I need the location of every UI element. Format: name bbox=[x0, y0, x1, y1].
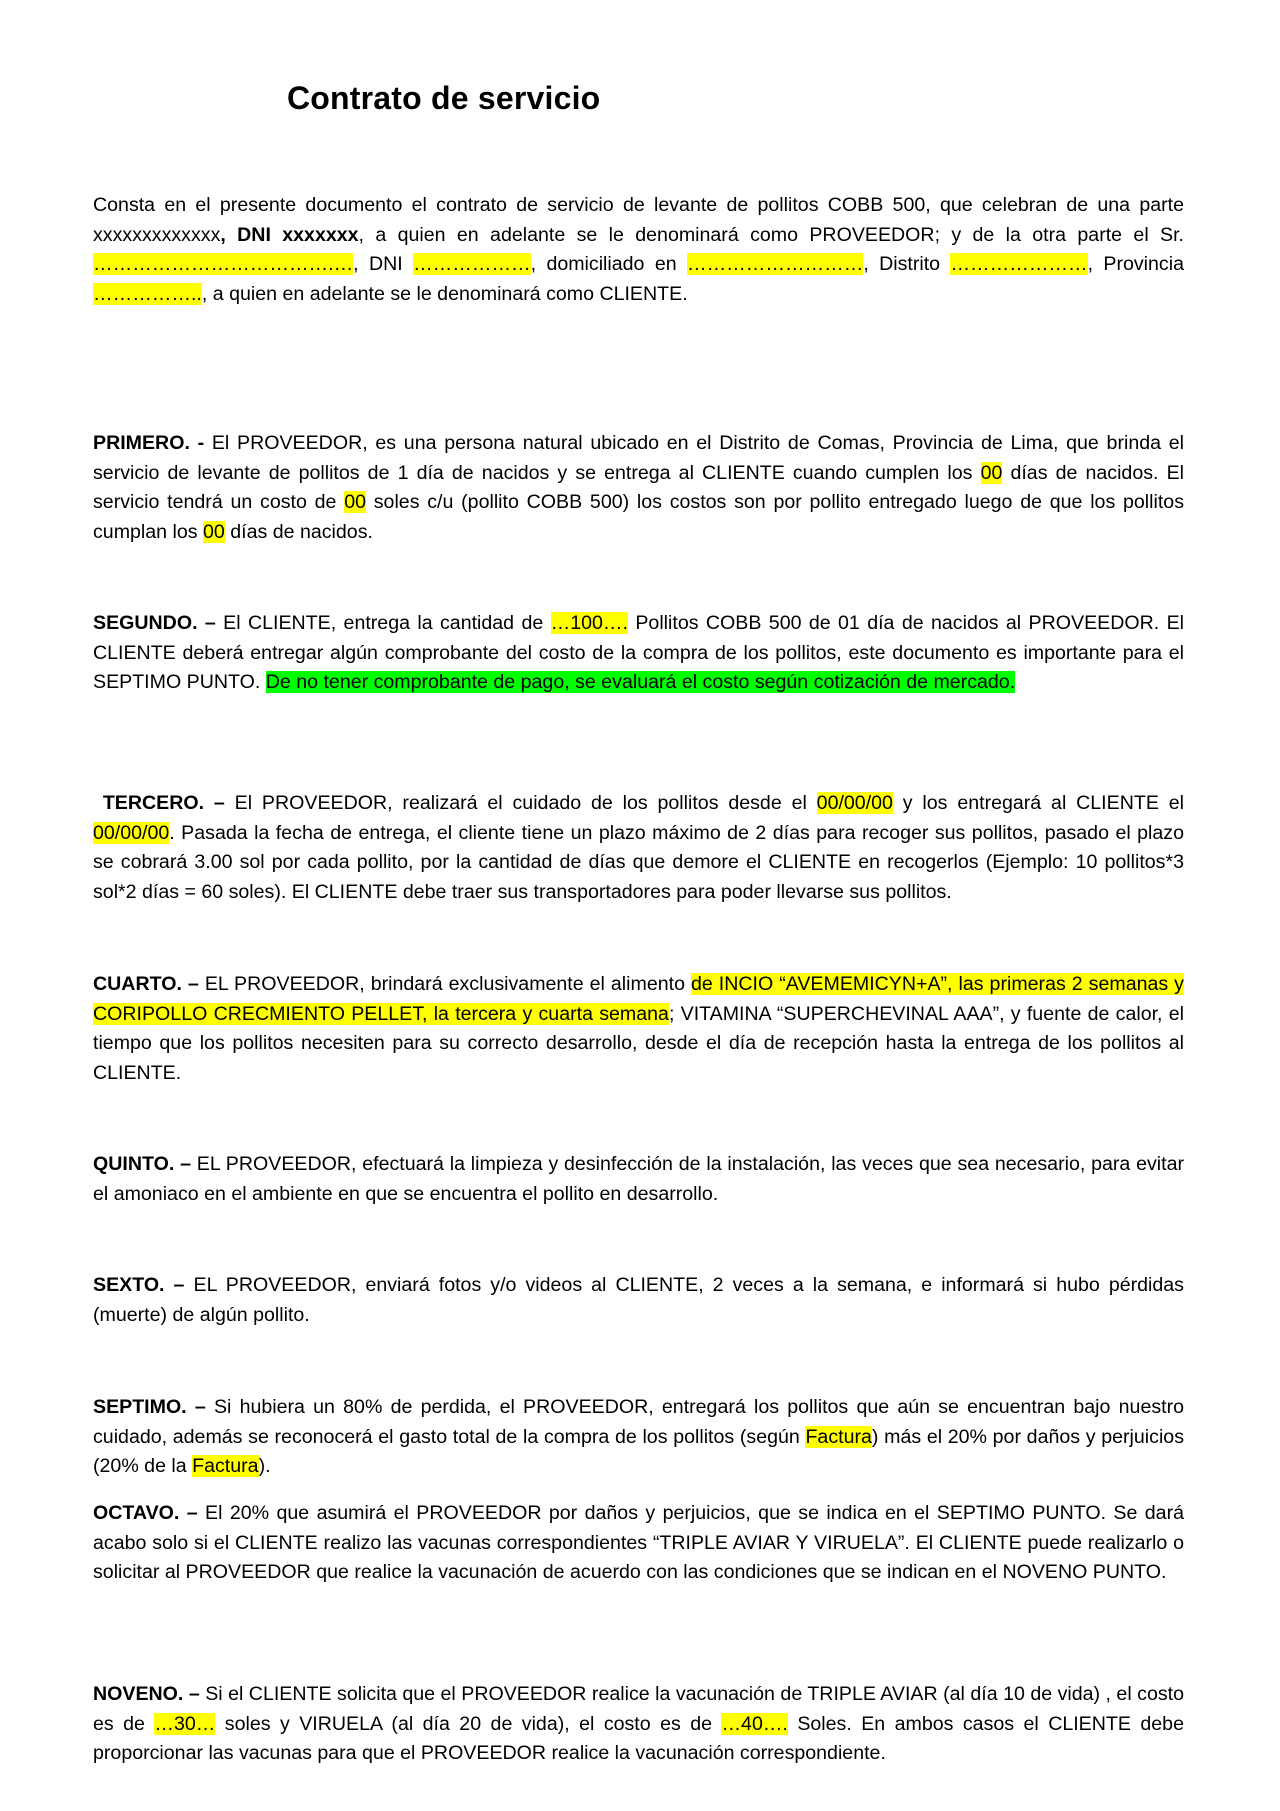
clause-text: Si hubiera un 80% de perdida, el PROVEEDOR, entregará los pollitos que aún se encuentran bajo nuestro cuidado, además se reconocerá el gasto total de la compra de los pollitos (según bbox=[93, 1396, 1184, 1448]
highlight-quantity: …100…. bbox=[550, 612, 628, 634]
clause-text: soles c/u (pollito COBB 500) los costos son por pollito entregado luego de que los pollitos cumplan los bbox=[93, 491, 1184, 543]
clause-label: CUARTO. – bbox=[93, 973, 199, 995]
blank-client-province: …………….. bbox=[93, 282, 202, 305]
blank-client-dni: ……………… bbox=[413, 253, 531, 276]
intro-text: , a quien en adelante se le denominará como CLIENTE. bbox=[201, 282, 688, 305]
highlight-start-date: 00/00/00 bbox=[816, 792, 893, 814]
clause-text: ; VITAMINA “SUPERCHEVINAL AAA”, y fuente de calor, el tiempo que los pollitos necesiten para su correcto desarrollo, desde el día de recepción hasta la entrega de los pollitos al CLIENTE. bbox=[93, 1002, 1184, 1084]
clause-segundo bbox=[93, 609, 1184, 698]
clause-noveno bbox=[93, 1680, 1184, 1769]
clause-septimo bbox=[93, 1393, 1184, 1482]
clause-text: soles y VIRUELA (al día 20 de vida), el costo es de bbox=[215, 1712, 722, 1735]
clause-text: EL PROVEEDOR, brindará exclusivamente el alimento bbox=[198, 973, 691, 995]
clause-tercero bbox=[93, 789, 1184, 907]
clause-text: . Pasada la fecha de entrega, el cliente tiene un plazo máximo de 2 días para recoger sus pollitos, pasado el plazo se cobrará 3.00 sol por cada pollito, por la cantidad de días que demore el CLIENTE en recogerlos (Ejemplo: 10 pollitos*3 sol*2 días = 60 soles). El CLIENTE debe traer sus transportadores para poder llevarse sus pollitos. bbox=[93, 821, 1184, 903]
clause-text: Si el CLIENTE solicita que el PROVEEDOR realice la vacunación de TRIPLE AVIAR (al día 10 de vida) , el costo es de bbox=[93, 1683, 1184, 1735]
highlight-invoice: Factura bbox=[192, 1455, 259, 1478]
blank-client-name: ……………………………….… bbox=[93, 253, 354, 276]
clause-text: ) más el 20% por daños y perjuicios (20% de la bbox=[93, 1425, 1184, 1478]
intro-dni: xxxxxxx bbox=[282, 223, 359, 246]
intro-text: , a quien en adelante se le denominará como PROVEEDOR; y de la otra parte el Sr. bbox=[358, 223, 1184, 246]
clause-text: EL PROVEEDOR, enviará fotos y/o videos al CLIENTE, 2 veces a la semana, e informará si hubo pérdidas (muerte) de algún pollito. bbox=[93, 1274, 1184, 1326]
intro-text: , Distrito bbox=[863, 253, 951, 276]
highlight-end-date: 00/00/00 bbox=[93, 821, 170, 844]
clause-text: Soles. En ambos casos el CLIENTE debe proporcionar las vacunas para que el PROVEEDOR realice la vacunación correspondiente. bbox=[93, 1712, 1184, 1765]
highlight-note: De no tener comprobante de pago, se evaluará el costo según cotización de mercado. bbox=[265, 671, 1016, 694]
intro-text: , DNI bbox=[353, 253, 414, 276]
clause-label: SEXTO. – bbox=[93, 1274, 185, 1296]
clause-cuarto bbox=[93, 970, 1184, 1088]
clause-label: OCTAVO. – bbox=[93, 1502, 198, 1524]
clause-label: SEPTIMO. – bbox=[93, 1396, 206, 1418]
highlight-feed: de INCIO “AVEMEMICYN+A”, las primeras 2 semanas y CORIPOLLO CRECMIENTO PELLET, la tercera y cuarta semana bbox=[93, 973, 1184, 1025]
clause-sexto bbox=[93, 1271, 1184, 1330]
clause-text: Pollitos COBB 500 de 01 día de nacidos al PROVEEDOR. El CLIENTE deberá entregar algún comprobante del costo de la compra de los pollitos, este documento es importante para el SEPTIMO PUNTO. bbox=[93, 612, 1184, 694]
highlight-days: 00 bbox=[980, 461, 1003, 484]
highlight-cost: 00 bbox=[344, 491, 366, 514]
clause-label: TERCERO. – bbox=[102, 792, 225, 814]
intro-text: , DNI bbox=[220, 223, 283, 246]
blank-client-district: ………………… bbox=[950, 253, 1088, 276]
highlight-days: 00 bbox=[203, 520, 225, 543]
clause-text: El PROVEEDOR, realizará el cuidado de los pollitos desde el bbox=[224, 792, 817, 814]
clause-label: PRIMERO. - bbox=[93, 432, 205, 454]
highlight-vaccine-cost: …40…. bbox=[721, 1712, 788, 1735]
intro-paragraph bbox=[93, 191, 1184, 309]
blank-client-address: ……………………… bbox=[686, 253, 864, 276]
clause-text: El CLIENTE, entrega la cantidad de bbox=[215, 612, 551, 634]
document-title: Contrato de servicio bbox=[287, 80, 601, 116]
highlight-invoice: Factura bbox=[805, 1425, 872, 1448]
highlight-vaccine-cost: …30… bbox=[154, 1712, 216, 1735]
clause-text: ). bbox=[258, 1455, 271, 1478]
intro-text: , domiciliado en bbox=[530, 253, 687, 276]
clause-label: SEGUNDO. – bbox=[93, 612, 216, 634]
intro-text: , Provincia bbox=[1087, 253, 1184, 276]
clause-quinto bbox=[93, 1150, 1184, 1209]
clause-text: días de nacidos. El servicio tendrá un costo de bbox=[93, 461, 1184, 514]
clause-text: días de nacidos. bbox=[224, 520, 373, 543]
clause-primero bbox=[93, 429, 1184, 547]
clause-text: EL PROVEEDOR, efectuará la limpieza y desinfección de la instalación, las veces que sea necesario, para evitar el amoniaco en el ambiente en que se encuentra el pollito en desarrollo. bbox=[93, 1153, 1184, 1205]
clause-text: y los entregará al CLIENTE el bbox=[892, 792, 1184, 814]
intro-text: Consta en el presente documento el contrato de servicio de levante de pollitos COBB 500, que celebran de una parte xxxxxxxxxxxxx bbox=[93, 194, 1184, 246]
clause-text: El PROVEEDOR, es una persona natural ubicado en el Distrito de Comas, Provincia de Lima, que brinda el servicio de levante de pollitos de 1 día de nacidos y se entrega al CLIENTE cuando cumplen los bbox=[93, 432, 1184, 484]
clause-label: QUINTO. – bbox=[93, 1153, 191, 1175]
clause-octavo bbox=[93, 1499, 1184, 1588]
clause-label: NOVENO. – bbox=[93, 1683, 200, 1705]
clause-text: El 20% que asumirá el PROVEEDOR por daños y perjuicios, que se indica en el SEPTIMO PUNTO. Se dará acabo solo si el CLIENTE realizo las vacunas correspondientes “TRIPLE AVIAR Y VIRUELA”. El CLIENTE puede realizarlo o solicitar al PROVEEDOR que realice la vacunación de acuerdo con las condiciones que se indican en el NOVENO PUNTO. bbox=[93, 1502, 1184, 1584]
